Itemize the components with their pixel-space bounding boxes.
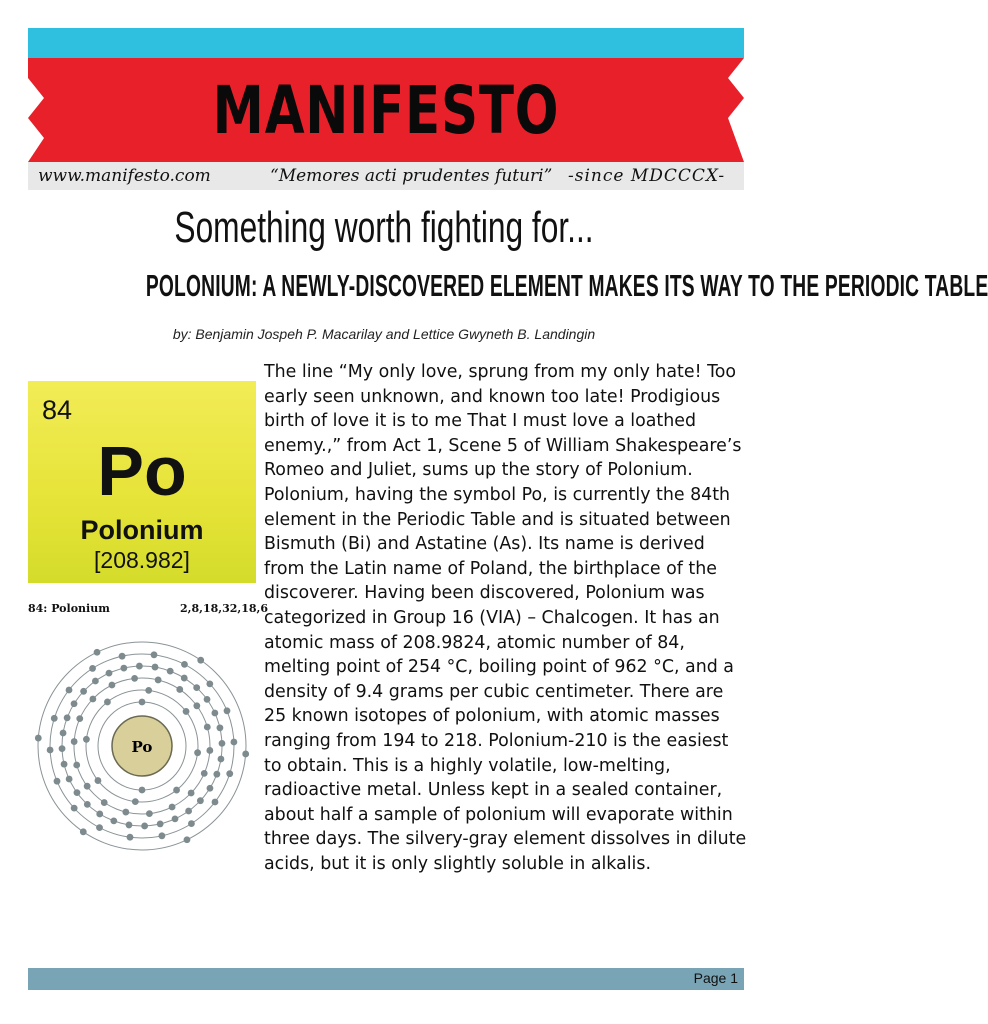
electron (64, 714, 71, 721)
electron (206, 680, 213, 687)
electron (89, 696, 96, 703)
electron-config: 2,8,18,32,18,6 (180, 602, 269, 615)
electron (141, 823, 148, 830)
electron (157, 821, 164, 828)
electron (185, 808, 192, 815)
info-strip (28, 162, 744, 190)
electron (145, 687, 152, 694)
electron (197, 797, 204, 804)
electron (119, 653, 126, 660)
element-card (28, 381, 256, 583)
electron (132, 798, 139, 805)
masthead-title: MANIFESTO (212, 72, 560, 149)
electron (207, 785, 214, 792)
headline: Something worth fighting for... (174, 203, 594, 252)
motto-text: “Memores acti prudentes futuri” (270, 166, 553, 186)
electron (181, 661, 188, 668)
electron (47, 747, 54, 754)
nucleus-label: Po (131, 738, 153, 756)
electron (35, 735, 42, 742)
electron (173, 787, 180, 794)
electron (139, 699, 146, 706)
electron (194, 749, 201, 756)
electron (212, 799, 219, 806)
page-number: Page 1 (693, 970, 738, 986)
electron (83, 736, 90, 743)
electron (184, 836, 191, 843)
electron (66, 776, 73, 783)
electron (131, 675, 138, 682)
electron (84, 783, 91, 790)
electron (183, 708, 190, 715)
electron (193, 702, 200, 709)
electron (204, 696, 211, 703)
paragraph-1: The line “My only love, sprung from my only hate! Too early seen unknown, and known too late! Prodigious birth of love it is to me That I must love a loathed enemy.,” from Act 1, Scene 5 of William Shakespeare’s Romeo and Juliet, sums up the story of Polonium. (264, 362, 742, 481)
electron (197, 657, 204, 664)
electron (127, 834, 134, 841)
electron (217, 724, 224, 731)
electron (94, 649, 101, 656)
electron (242, 751, 249, 758)
bohr-model-label: 84: Polonium (28, 602, 110, 615)
electron (152, 664, 159, 671)
article-body (264, 360, 748, 876)
electron (60, 730, 67, 737)
electron (224, 707, 231, 714)
since-text: -since MDCCCX- (568, 166, 726, 186)
electron (188, 790, 195, 797)
electron (181, 675, 188, 682)
electron (74, 789, 81, 796)
electron (211, 710, 218, 717)
electron (101, 799, 108, 806)
electron (84, 801, 91, 808)
electron (226, 770, 233, 777)
electron (120, 665, 127, 672)
electron (219, 740, 226, 747)
electron (54, 778, 61, 785)
atomic-number: 84 (42, 395, 73, 425)
electron (110, 817, 117, 824)
electron (146, 810, 153, 817)
electron (95, 777, 102, 784)
electron (96, 811, 103, 818)
electron (109, 682, 116, 689)
electron (104, 699, 111, 706)
electron (204, 724, 211, 731)
electron (61, 761, 68, 768)
electron (71, 738, 78, 745)
electron (206, 747, 213, 754)
electron (71, 805, 78, 812)
electron (59, 745, 66, 752)
electron (122, 809, 129, 816)
electron (193, 684, 200, 691)
electron (92, 678, 99, 685)
bohr-model-diagram (30, 630, 254, 862)
electron (201, 770, 208, 777)
electron (172, 815, 179, 822)
atomic-mass: [208.982] (94, 547, 190, 573)
electron (176, 686, 183, 693)
element-name: Polonium (80, 515, 204, 545)
electron (159, 832, 166, 839)
electron (80, 688, 87, 695)
electron (126, 822, 133, 829)
element-symbol: Po (97, 432, 187, 510)
electron (73, 762, 80, 769)
electron (96, 824, 103, 831)
electron (151, 651, 158, 658)
electron (80, 828, 87, 835)
electron (66, 687, 73, 694)
electron (231, 739, 238, 746)
electron (51, 715, 58, 722)
paragraph-2: Polonium, having the symbol Po, is currently the 84th element in the Periodic Table and is situated between Bismuth (Bi) and Astatine (As). Its name is derived from the Latin name of Poland, the birthplace of the discoverer. Having been discovered, Polonium was categorized in Group 16 (VIA) – Chalcogen. It has an atomic mass of 208.9824, atomic number of 84, melting point of 254 °C, boiling point of 962 °C, and a density of 9.4 grams per cubic centimeter. There are 25 known isotopes of polonium, with atomic masses ranging from 194 to 218. Polonium-210 is the easiest to obtain. This is a highly volatile, low-melting, radioactive metal. Unless kept in a sealed container, about half a sample of polonium will evaporate within three days. The silvery-gray element dissolves in dilute acids, but it is only slightly soluble in alkalis. (264, 484, 747, 874)
electron (139, 787, 146, 794)
electron (167, 668, 174, 675)
footer-bar (28, 968, 744, 990)
electron (71, 700, 78, 707)
electron (155, 677, 162, 684)
electron (188, 820, 195, 827)
electron (106, 670, 113, 677)
electron (76, 715, 83, 722)
top-color-bar (28, 28, 744, 58)
electron (169, 804, 176, 811)
electron (213, 771, 220, 778)
electron (89, 665, 96, 672)
subheadline: POLONIUM: A NEWLY-DISCOVERED ELEMENT MAKES ITS WAY TO THE PERIODIC TABLE (145, 268, 988, 303)
website-link[interactable]: www.manifesto.com (38, 166, 211, 186)
electron (218, 756, 225, 763)
electron (136, 663, 143, 670)
byline: by: Benjamin Jospeh P. Macarilay and Lettice Gwyneth B. Landingin (172, 326, 596, 342)
